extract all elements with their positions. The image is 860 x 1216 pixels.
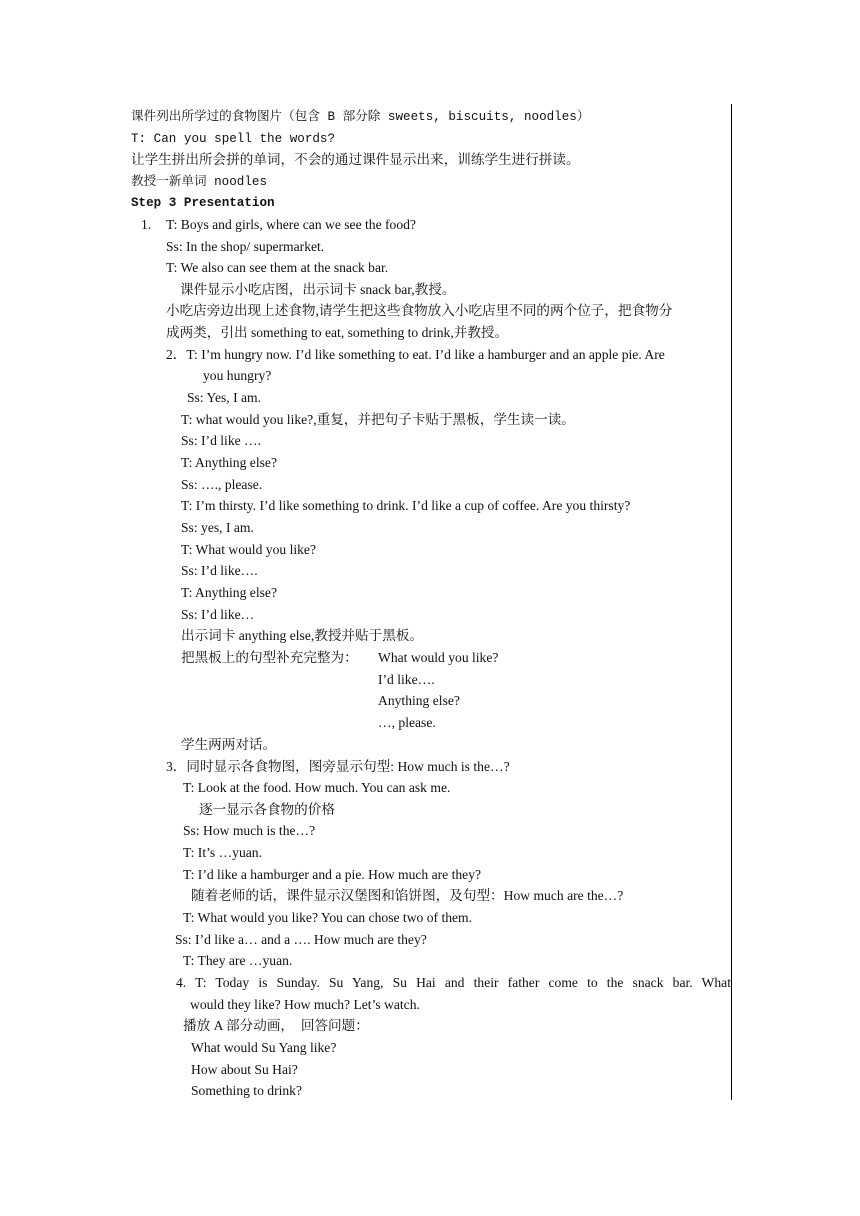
text-line: T: what would you like?,重复，并把句子卡贴于黑板，学生读一读。 bbox=[181, 412, 575, 427]
text-line: 4. T: Today is Sunday. Su Yang, Su Hai and their father come to the snack bar. What bbox=[176, 975, 731, 990]
text-line: T: It’s …yuan. bbox=[183, 845, 262, 860]
text-line: T: What would you like? You can chose two of them. bbox=[183, 910, 473, 925]
text-line: 出示词卡 anything else,教授并贴于黑板。 bbox=[181, 628, 424, 643]
text-line: Ss: I’d like …. bbox=[181, 433, 262, 448]
text-line: 学生两两对话。 bbox=[181, 737, 277, 752]
text-line: 教授一新单词 noodles bbox=[131, 175, 268, 189]
text-line: T: I’m thirsty. I’d like something to drink. I’d like a cup of coffee. Are you thirsty? bbox=[181, 498, 631, 513]
text-line: Something to drink? bbox=[191, 1083, 303, 1098]
text-line: T: Can you spell the words? bbox=[131, 132, 336, 146]
text-line: T: We also can see them at the snack bar. bbox=[166, 260, 389, 275]
text-line: …, please. bbox=[378, 715, 436, 730]
text-line: Anything else? bbox=[378, 693, 460, 708]
text-line: 逐一显示各食物的价格 bbox=[199, 802, 335, 817]
text-line: 课件显示小吃店图，出示词卡 snack bar,教授。 bbox=[180, 282, 456, 297]
text-line: 随着老师的话，课件显示汉堡图和馅饼图，及句型：How much are the…? bbox=[191, 888, 624, 903]
text-line: T: Anything else? bbox=[181, 455, 277, 470]
text-line: Ss: I’d like a… and a …. How much are they? bbox=[175, 932, 427, 947]
text-line: 把黑板上的句型补充完整为： bbox=[181, 650, 358, 665]
text-line: Ss: How much is the…? bbox=[183, 823, 316, 838]
text-line: Ss: I’d like… bbox=[181, 607, 255, 622]
text-line: I’d like…. bbox=[378, 672, 435, 687]
text-line: What would Su Yang like? bbox=[191, 1040, 337, 1055]
list-number: 1. bbox=[141, 217, 152, 232]
table-border-right bbox=[731, 104, 732, 1100]
text-line: 2．T: I’m hungry now. I’d like something to eat. I’d like a hamburger and an apple pie. Are bbox=[166, 347, 665, 362]
text-line: T: I’d like a hamburger and a pie. How much are they? bbox=[183, 867, 482, 882]
section-heading: Step 3 Presentation bbox=[131, 196, 275, 210]
text-line: 播放 A 部分动画， 回答问题： bbox=[183, 1018, 369, 1033]
text-line: 3．同时显示各食物图，图旁显示句型: How much is the…? bbox=[166, 759, 510, 774]
text-line: T: They are …yuan. bbox=[183, 953, 293, 968]
text-line: 成两类，引出 something to eat, something to drink,并教授。 bbox=[166, 325, 509, 340]
text-line: 让学生拼出所会拼的单词，不会的通过课件显示出来，训练学生进行拼读。 bbox=[131, 152, 580, 167]
text-line: would they like? How much? Let’s watch. bbox=[190, 997, 420, 1012]
text-line: Ss: yes, I am. bbox=[181, 520, 254, 535]
text-line: 小吃店旁边出现上述食物,请学生把这些食物放入小吃店里不同的两个位子，把食物分 bbox=[166, 303, 673, 318]
text-line: T: Look at the food. How much. You can ask me. bbox=[183, 780, 451, 795]
text-line: Ss: I’d like…. bbox=[181, 563, 258, 578]
text-line: T: What would you like? bbox=[181, 542, 316, 557]
text-line: How about Su Hai? bbox=[191, 1062, 298, 1077]
text-line: T: Anything else? bbox=[181, 585, 277, 600]
text-line: Ss: …., please. bbox=[181, 477, 263, 492]
text-line: What would you like? bbox=[378, 650, 499, 665]
text-line: you hungry? bbox=[203, 368, 272, 383]
text-line: Ss: In the shop/ supermarket. bbox=[166, 239, 325, 254]
text-line: 课件列出所学过的食物图片（包含 B 部分除 sweets, biscuits, noodles） bbox=[131, 110, 590, 124]
text-line: T: Boys and girls, where can we see the food? bbox=[166, 217, 416, 232]
text-line: Ss: Yes, I am. bbox=[187, 390, 262, 405]
